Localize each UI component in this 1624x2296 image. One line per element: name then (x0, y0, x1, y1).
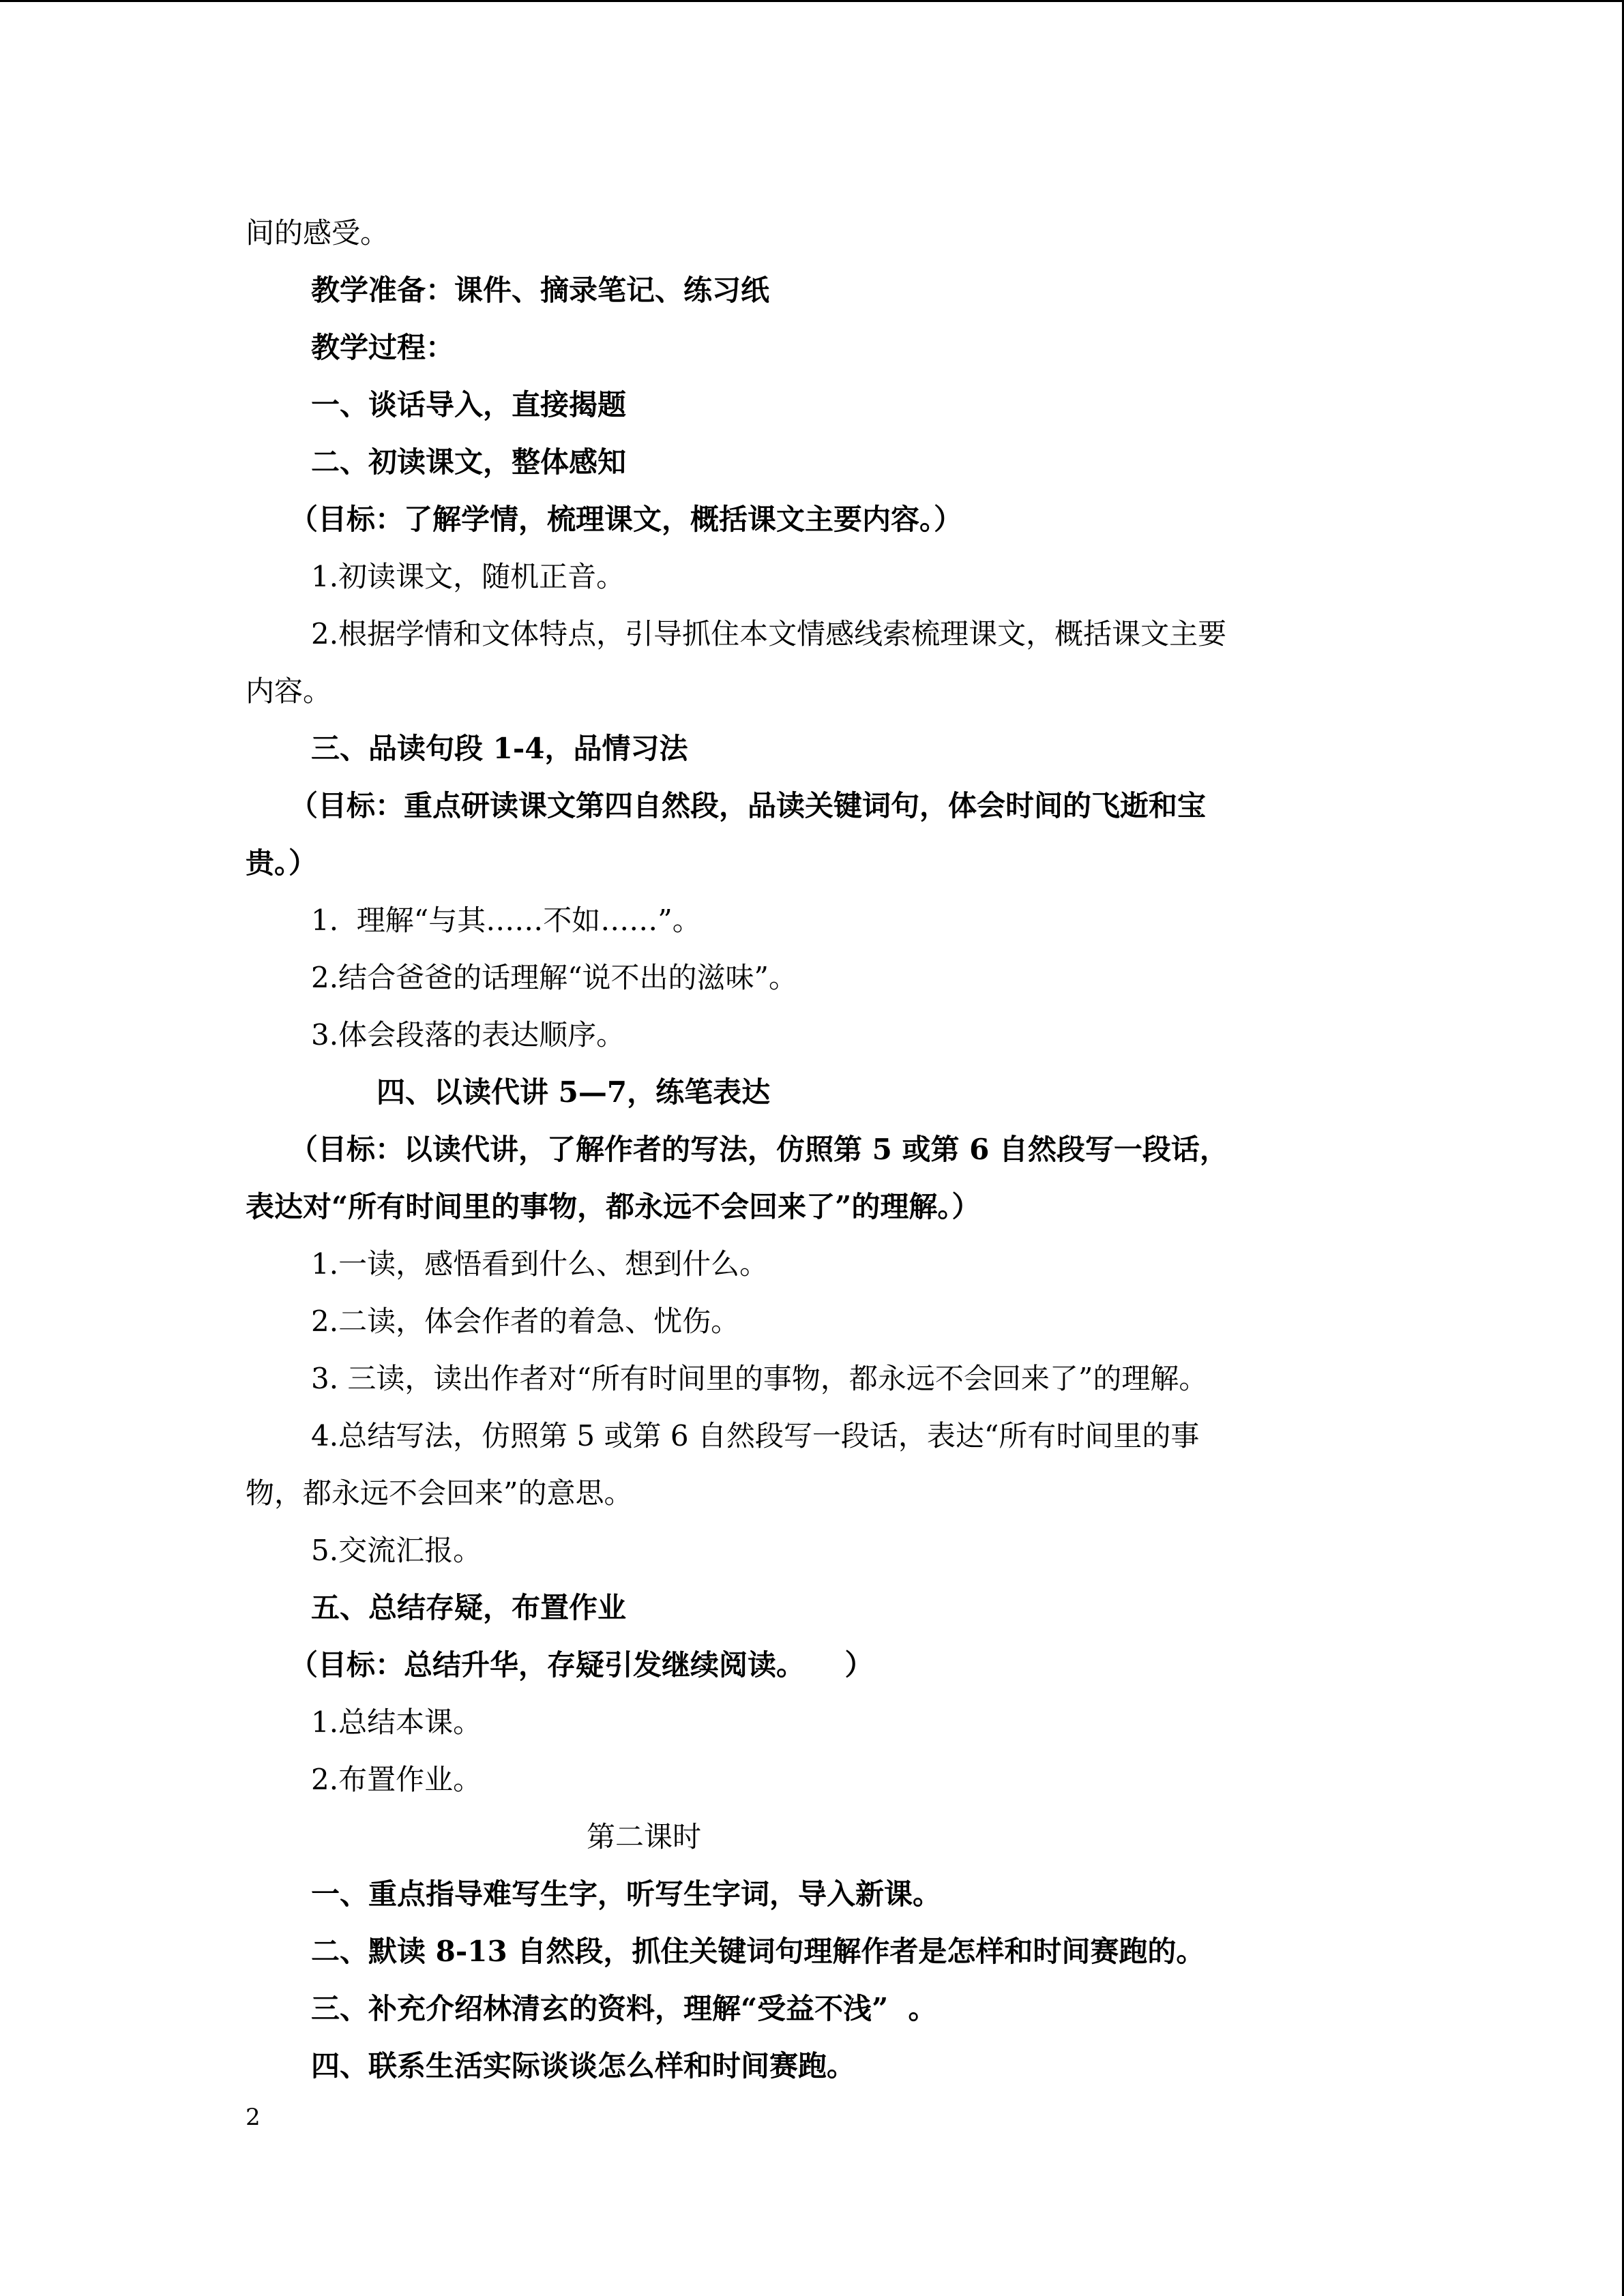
text-line: 2.二读，体会作者的着急、忧伤。 (311, 1304, 740, 1338)
text-line: 2.布置作业。 (311, 1763, 482, 1796)
text-line: （目标：以读代讲，了解作者的写法，仿照第 5 或第 6 自然段写一段话， (289, 1133, 1228, 1166)
text-line: 二、默读 8-13 自然段，抓住关键词句理解作者是怎样和时间赛跑的。 (311, 1935, 1205, 1968)
text-line: 五、总结存疑，布置作业 (311, 1591, 627, 1624)
text-line: 1.总结本课。 (311, 1705, 482, 1739)
text-line: 3.体会段落的表达顺序。 (311, 1018, 625, 1052)
text-line: 物，都永远不会回来”的意思。 (246, 1476, 633, 1510)
text-line: 3. 三读，读出作者对“所有时间里的事物，都永远不会回来了”的理解。 (311, 1362, 1208, 1395)
text-line: 1.初读课文，随机正音。 (311, 560, 625, 593)
page-number: 2 (246, 2104, 261, 2131)
text-line: 5.交流汇报。 (311, 1534, 482, 1567)
text-line: 四、联系生活实际谈谈怎么样和时间赛跑。 (311, 2049, 856, 2083)
section-heading: 第二课时 (587, 1820, 702, 1853)
text-line: 2.根据学情和文体特点，引导抓住本文情感线索梳理课文，概括课文主要 (311, 617, 1227, 651)
text-line: 表达对“所有时间里的事物，都永远不会回来了”的理解。） (246, 1190, 981, 1223)
document-body (246, 205, 1364, 2095)
text-line: 二、初读课文，整体感知 (311, 445, 627, 479)
text-line: 4.总结写法，仿照第 5 或第 6 自然段写一段话，表达“所有时间里的事 (311, 1419, 1200, 1452)
text-line: 1. 理解“与其……不如……”。 (311, 904, 701, 937)
text-line: 四、以读代讲 5—7，练笔表达 (377, 1075, 771, 1109)
text-line: 贵。） (246, 846, 318, 880)
text-line: 一、重点指导难写生字，听写生字词，导入新课。 (311, 1877, 942, 1911)
text-line: 三、品读句段 1-4，品情习法 (311, 732, 688, 765)
text-line: 内容。 (246, 674, 332, 708)
text-line: 间的感受。 (246, 216, 389, 250)
text-line: （目标：重点研读课文第四自然段，品读关键词句，体会时间的飞逝和宝 (289, 789, 1207, 822)
text-line: 教学准备：课件、摘录笔记、练习纸 (311, 273, 770, 307)
top-border-line (0, 0, 1624, 2)
text-line: （目标：总结升华，存疑引发继续阅读。 ） (289, 1648, 874, 1682)
text-line: （目标：了解学情，梳理课文，概括课文主要内容。） (289, 503, 963, 536)
text-line: 一、谈话导入，直接揭题 (311, 388, 627, 421)
text-line: 2.结合爸爸的话理解“说不出的滋味”。 (311, 961, 798, 994)
text-line: 1.一读，感悟看到什么、想到什么。 (311, 1247, 769, 1281)
text-line: 三、补充介绍林清玄的资料，理解“受益不浅” 。 (311, 1992, 937, 2025)
text-line: 教学过程： (311, 331, 455, 364)
